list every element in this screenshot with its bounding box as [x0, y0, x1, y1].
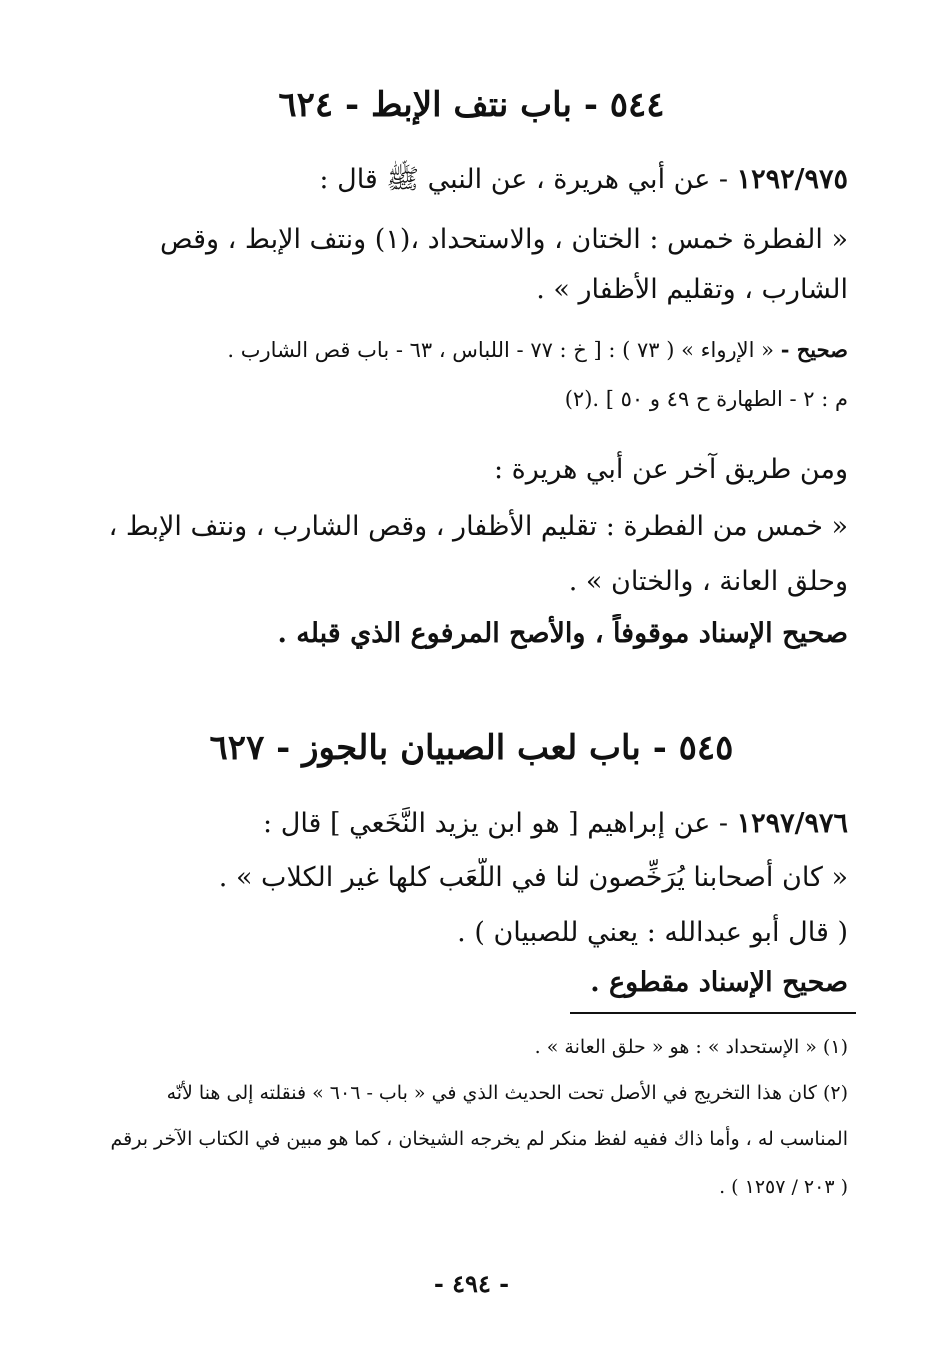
hadith-975-text-line-1: « الفطرة خمس : الختان ، والاستحداد ،(١) ونتف الإبط ، وقص [160, 224, 848, 255]
grading-line-2: م : ٢ - الطهارة ح ٤٩ و ٥٠ ] .(٢) [564, 387, 848, 411]
hadith-intro: - عن إبراهيم [ هو ابن يزيد النَّخَعي ] قال : [263, 808, 729, 839]
hadith-number: ١٢٩٢/٩٧٥ [736, 164, 848, 195]
alt-text-line-1: « خمس من الفطرة : تقليم الأظفار ، وقص الشارب ، ونتف الإبط ، [108, 511, 848, 542]
hadith-976-text: « كان أصحابنا يُرَخِّصون لنا في اللُّعَب كلها غير الكلاب » . [218, 862, 848, 893]
chapter-heading-545: ٥٤٥ - باب لعب الصبيان بالجوز - ٦٢٧ [209, 728, 734, 768]
alt-text-line-2: وحلق العانة ، والختان » . [568, 566, 848, 597]
hadith-976-grading: صحيح الإسناد مقطوع . [590, 967, 848, 998]
alt-chain-intro: ومن طريق آخر عن أبي هريرة : [493, 454, 848, 485]
footnote-2-line-2: المناسب له ، وأما ذاك ففيه لفظ منكر لم يخرجه الشيخان ، كما هو مبين في الكتاب الآخر برقم [110, 1128, 848, 1150]
footnote-1: (١) « الإستحداد » : هو « حلق العانة » . [534, 1036, 848, 1058]
footnote-2-line-1: (٢) كان هذا التخريج في الأصل تحت الحديث الذي في « باب - ٦٠٦ » فنقلته إلى هنا لأنّه [166, 1082, 848, 1104]
hadith-976-comment: ( قال أبو عبدالله : يعني للصبيان ) . [457, 917, 848, 948]
grading-label: صحيح - [780, 337, 848, 362]
hadith-number: ١٢٩٧/٩٧٦ [736, 808, 848, 839]
page-number: - ٤٩٤ - [433, 1269, 510, 1298]
grading-line-1 [90, 333, 848, 367]
hadith-intro: - عن أبي هريرة ، عن النبي ﷺ قال : [319, 164, 729, 195]
hadith-975-text-line-2: الشارب ، وتقليم الأظفار » . [536, 274, 848, 305]
footnote-divider [570, 1012, 856, 1014]
hadith-976-intro-line [90, 804, 848, 844]
footnote-2-line-3: ( ٢٠٣ / ١٢٥٧ ) . [719, 1176, 848, 1198]
alt-grading: صحيح الإسناد موقوفاً ، والأصح المرفوع الذي قبله . [277, 618, 848, 649]
grading-reference: « الإرواء » ( ٧٣ ) : [ خ : ٧٧ - اللباس ، ٦٣ - باب قص الشارب . [227, 338, 774, 362]
chapter-heading-544: ٥٤٤ - باب نتف الإبط - ٦٢٤ [278, 85, 665, 125]
hadith-975-intro-line [90, 160, 848, 200]
